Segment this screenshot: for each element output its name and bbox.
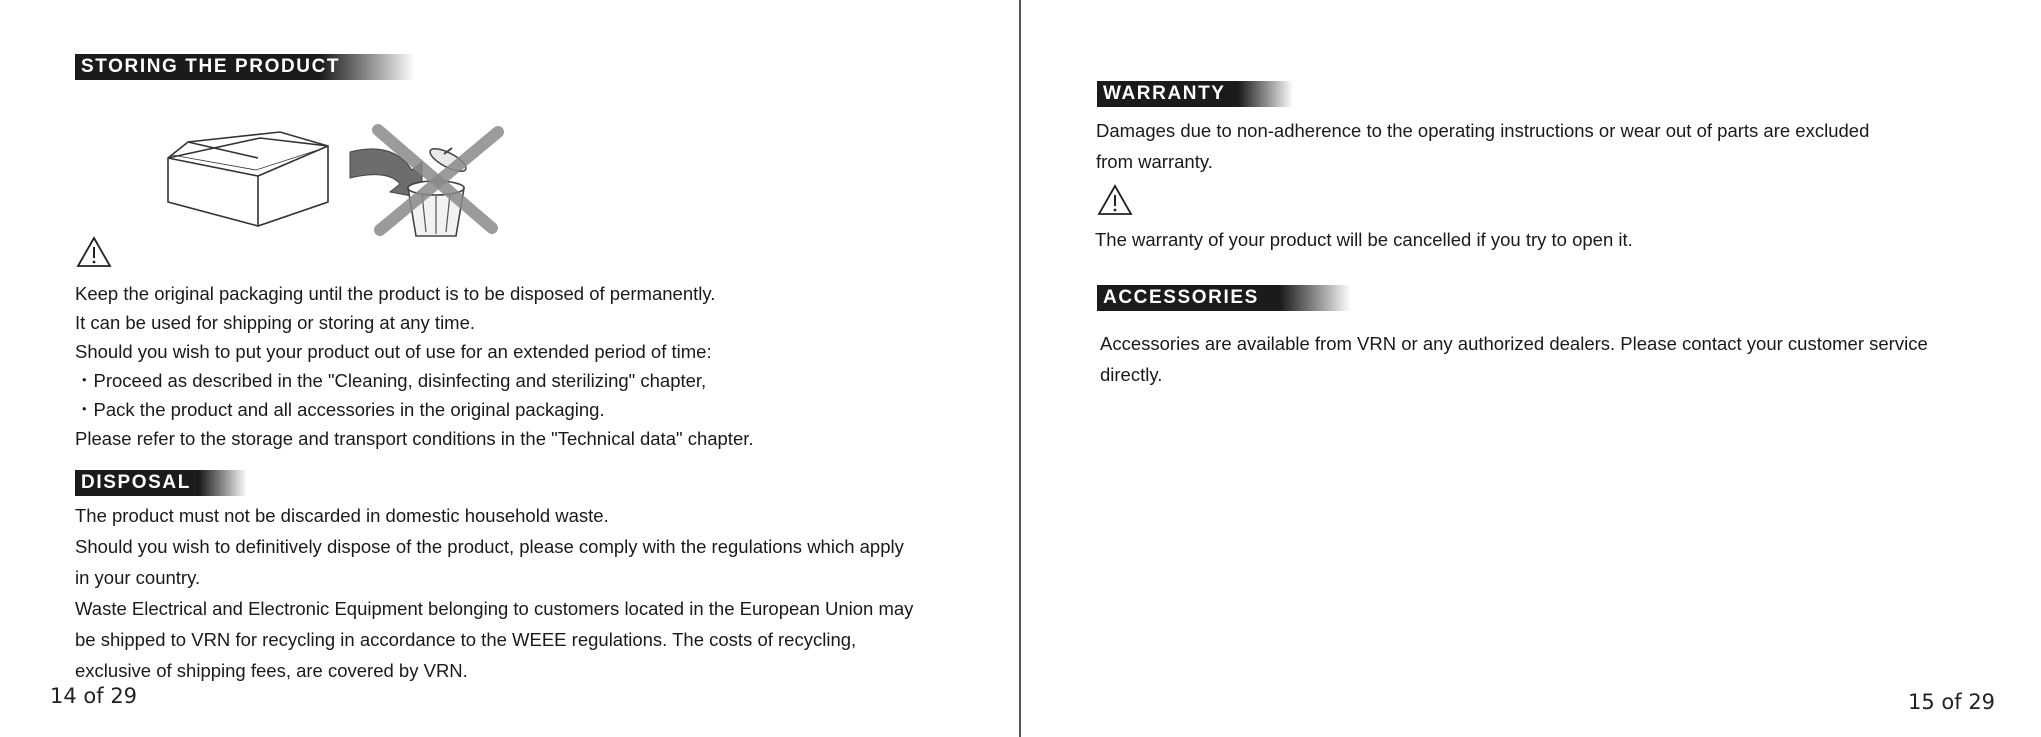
accessories-heading: ACCESSORIES <box>1097 285 1351 311</box>
storing-line: Please refer to the storage and transport conditions in the "Technical data" chapter. <box>75 428 754 449</box>
storing-line: Should you wish to put your product out of use for an extended period of time: <box>75 341 712 362</box>
storing-heading: STORING THE PRODUCT <box>75 54 415 80</box>
accessories-line: Accessories are available from VRN or any authorized dealers. Please contact your customer service <box>1100 333 1928 354</box>
storing-text <box>75 279 754 453</box>
left-page <box>0 0 1020 737</box>
warranty-heading: WARRANTY <box>1097 81 1293 107</box>
page-number: 15 of 29 <box>1908 690 1996 714</box>
warning-triangle-icon <box>76 236 112 268</box>
warranty-line: from warranty. <box>1096 151 1213 172</box>
storing-line: It can be used for shipping or storing at any time. <box>75 312 476 333</box>
storing-bullet: ・Pack the product and all accessories in the original packaging. <box>75 399 605 420</box>
storing-line: Keep the original packaging until the product is to be disposed of permanently. <box>75 283 716 304</box>
crossed-out-trash-bin-icon <box>378 130 498 236</box>
disposal-line: in your country. <box>75 567 201 588</box>
warning-triangle-icon <box>1097 184 1133 216</box>
disposal-text <box>75 500 913 686</box>
accessories-text <box>1100 328 1928 390</box>
disposal-heading: DISPOSAL <box>75 470 247 496</box>
disposal-line: exclusive of shipping fees, are covered by VRN. <box>75 660 468 681</box>
warranty-line: Damages due to non-adherence to the operating instructions or wear out of parts are excluded <box>1096 120 1870 141</box>
warranty-text <box>1096 115 1869 177</box>
disposal-line: Should you wish to definitively dispose of the product, please comply with the regulations which apply <box>75 536 904 557</box>
right-page <box>1021 0 2041 737</box>
storing-illustration <box>160 118 510 244</box>
accessories-line: directly. <box>1100 364 1163 385</box>
disposal-line: Waste Electrical and Electronic Equipment belonging to customers located in the European Union may <box>75 598 914 619</box>
storing-bullet: ・Proceed as described in the "Cleaning, disinfecting and sterilizing" chapter, <box>75 370 707 391</box>
packaging-box-icon <box>168 132 328 226</box>
page-number: 14 of 29 <box>50 684 138 708</box>
warranty-note: The warranty of your product will be cancelled if you try to open it. <box>1095 229 1633 250</box>
disposal-line: be shipped to VRN for recycling in accordance to the WEEE regulations. The costs of recycling, <box>75 629 857 650</box>
disposal-line: The product must not be discarded in domestic household waste. <box>75 505 609 526</box>
